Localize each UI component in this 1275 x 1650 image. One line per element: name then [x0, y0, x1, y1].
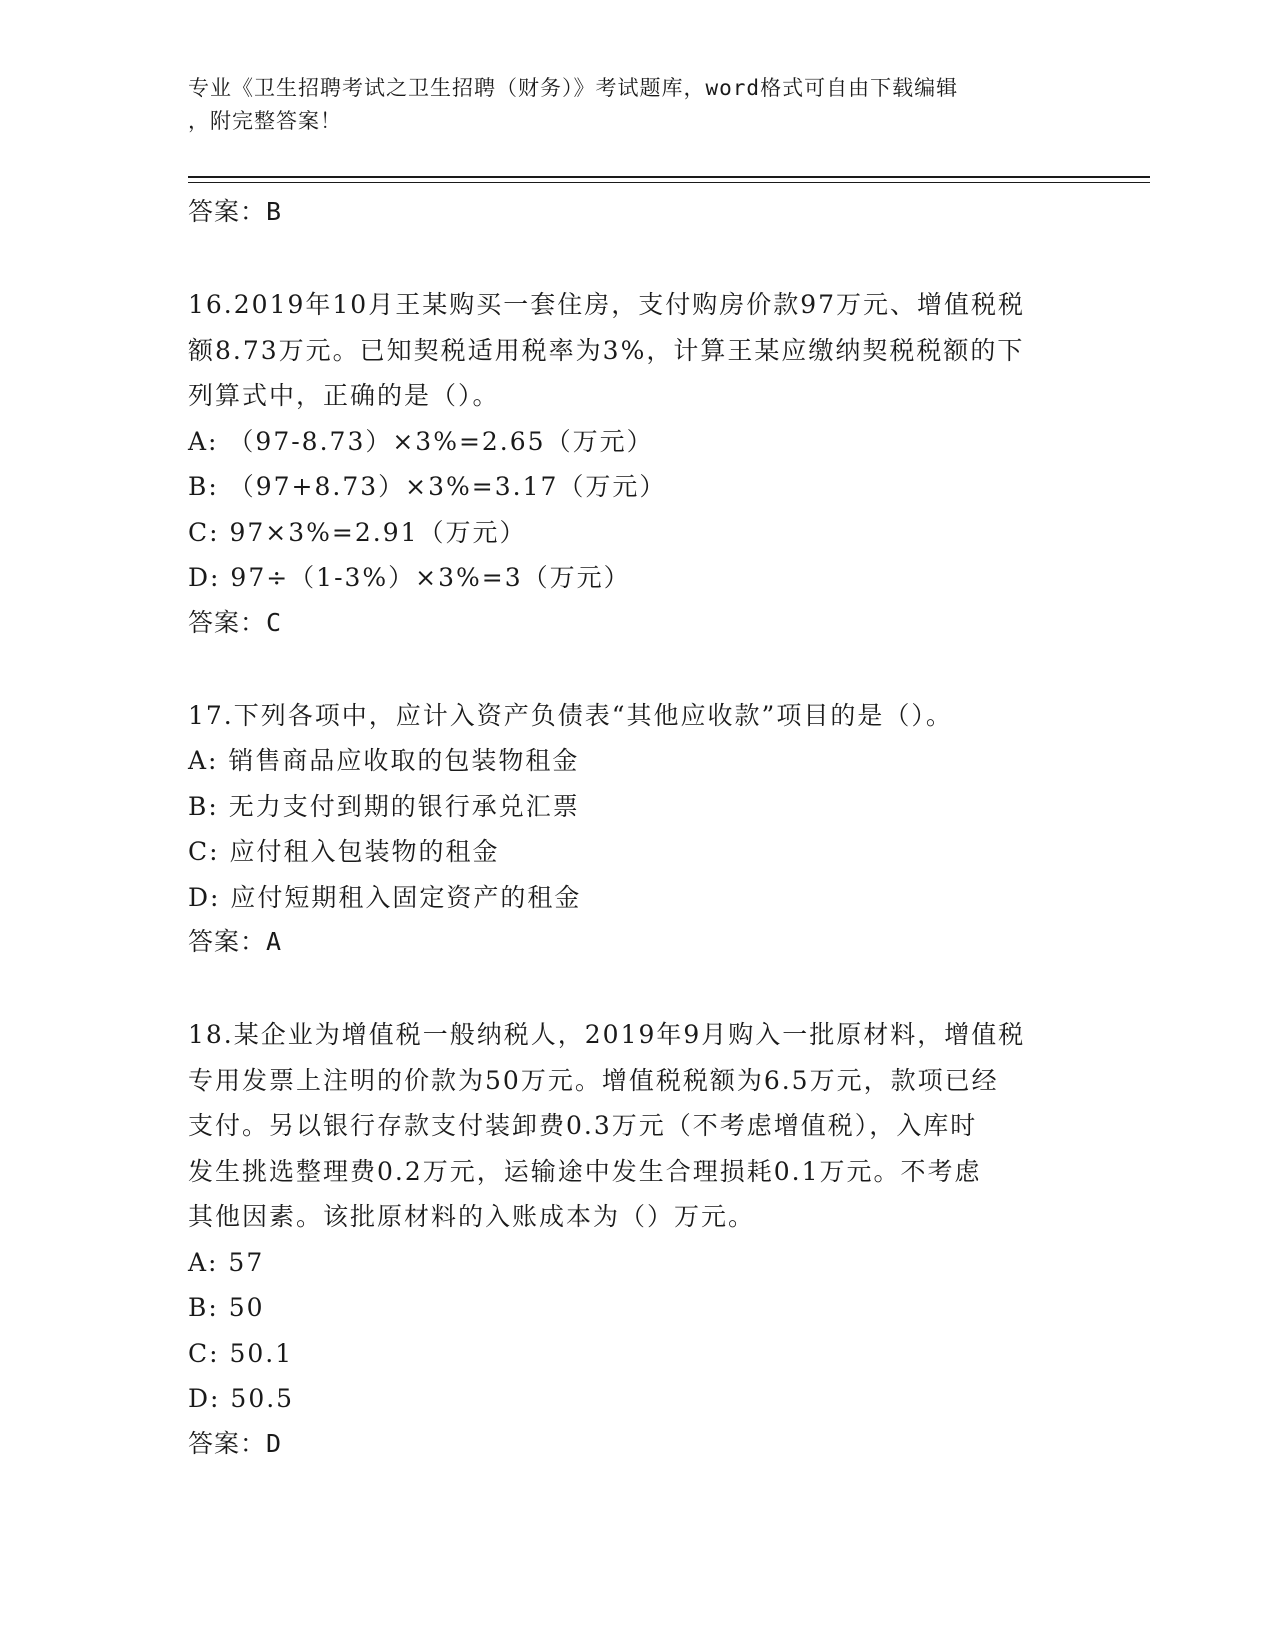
option-a: A: 57 — [188, 1247, 265, 1277]
question-text-line: 额8.73万元。已知契税适用税率为3%，计算王某应缴纳契税税额的下 — [188, 335, 1025, 365]
answer-line: 答案：B — [188, 197, 283, 226]
option-b: B: （97+8.73）×3%=3.17（万元） — [188, 472, 667, 501]
question-text-line: 其他因素。该批原材料的入账成本为（）万元。 — [188, 1202, 756, 1231]
document-header — [188, 72, 1088, 138]
option-b: B: 50 — [188, 1293, 265, 1322]
header-divider-thick — [188, 176, 1150, 178]
option-d: D: 97÷（1-3%）×3%=3（万元） — [188, 563, 631, 592]
header-line-2: ，附完整答案！ — [188, 109, 342, 133]
option-a: A: 销售商品应收取的包装物租金 — [188, 746, 580, 775]
option-c: C: 应付租入包装物的租金 — [188, 837, 500, 866]
question-17 — [188, 693, 1088, 965]
answer-line: 答案：C — [188, 607, 283, 637]
header-line-1: 专业《卫生招聘考试之卫生招聘（财务）》考试题库，word格式可自由下载编辑 — [188, 76, 959, 100]
question-16 — [188, 282, 1088, 645]
question-text-line: 16.2019年10月王某购买一套住房，支付购房价款97万元、增值税税 — [188, 290, 1026, 319]
answer-line: 答案：D — [188, 1428, 283, 1458]
question-18 — [188, 1012, 1088, 1466]
option-c: C: 50.1 — [188, 1338, 294, 1368]
option-b: B: 无力支付到期的银行承兑汇票 — [188, 791, 580, 821]
question-text-line: 专用发票上注明的价款为50万元。增值税税额为6.5万元，款项已经 — [188, 1065, 999, 1095]
option-d: D: 应付短期租入固定资产的租金 — [188, 882, 582, 912]
option-c: C: 97×3%=2.91（万元） — [188, 517, 527, 547]
option-d: D: 50.5 — [188, 1384, 295, 1413]
question-text-line: 支付。另以银行存款支付装卸费0.3万元（不考虑增值税），入库时 — [188, 1111, 978, 1140]
option-a: A: （97-8.73）×3%=2.65（万元） — [188, 426, 654, 456]
question-text-line: 17.下列各项中，应计入资产负债表“其他应收款”项目的是（）。 — [188, 700, 953, 730]
question-text-line: 18.某企业为增值税一般纳税人，2019年9月购入一批原材料，增值税 — [188, 1020, 1026, 1049]
answer-line: 答案：A — [188, 927, 283, 956]
header-divider-thin — [188, 182, 1150, 183]
question-text-line: 发生挑选整理费0.2万元，运输途中发生合理损耗0.1万元。不考虑 — [188, 1156, 982, 1186]
question-list — [188, 190, 1088, 1466]
question-text-line: 列算式中，正确的是（）。 — [188, 381, 500, 410]
